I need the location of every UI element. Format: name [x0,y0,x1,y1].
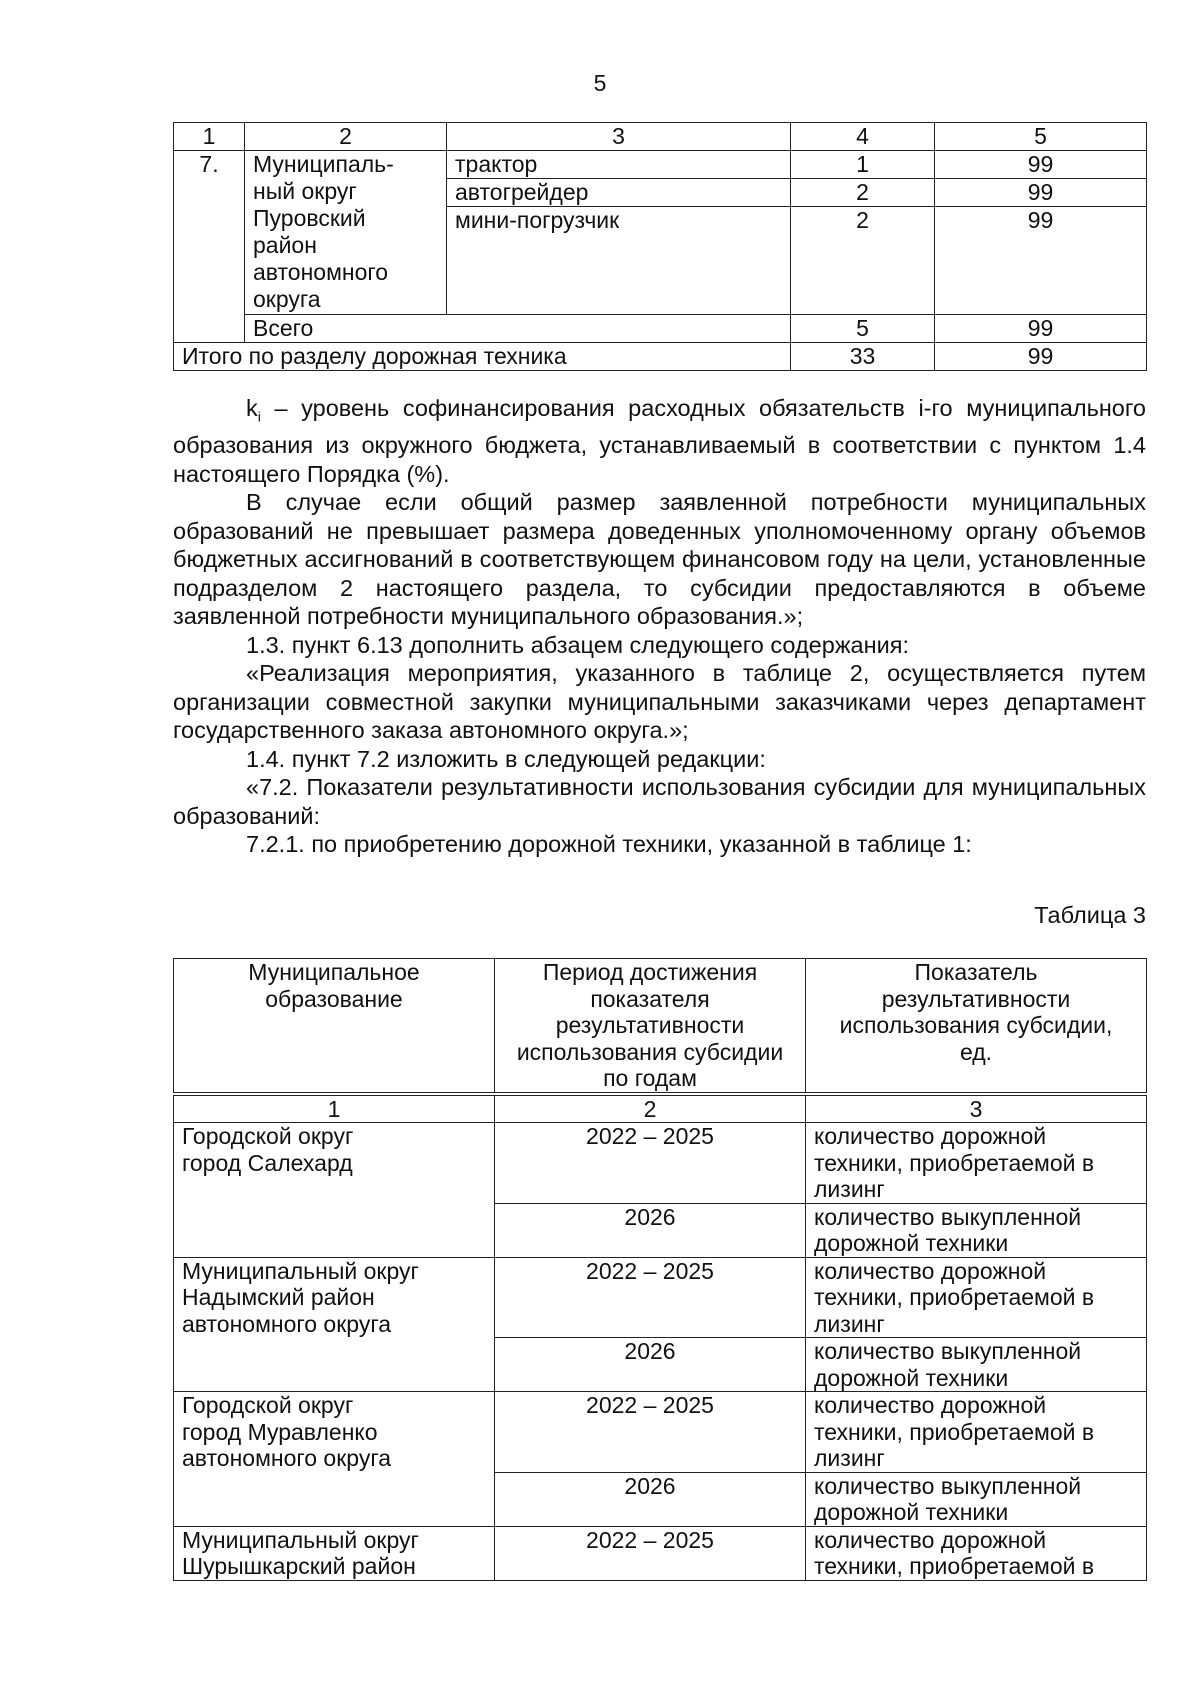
text-line: автономного округа [182,1310,391,1337]
text-line: лизинг [814,1445,885,1471]
text-line: лизинг [814,1176,885,1202]
text-line: ед. [959,1038,993,1065]
paragraph: «Реализация мероприятия, указанного в таблице 2, осуществляется путем организации совместной закупки муниципальными заказчиками через департамент государственного заказа автономного округа.»; [173,660,1146,744]
table-row [174,151,1147,179]
ki-subscript: i [257,408,261,425]
text-line: использования субсидии, [839,1012,1113,1038]
indicator [806,1257,1147,1338]
paragraph-ki [173,394,1146,488]
text-line: лизинг [814,1310,885,1337]
quantity: 5 [791,315,935,343]
text-line: Муниципаль- [253,151,394,177]
text-line: Городской округ [182,1123,354,1149]
text-line: результативности [555,1012,745,1038]
indicator [806,1123,1147,1204]
municipality-name [174,1123,495,1258]
municipality-name [174,1392,495,1527]
text-line: округа [253,286,321,312]
indicator [806,1203,1147,1257]
text-line: дорожной техники [814,1499,1009,1525]
table-cell: 3 [447,123,791,151]
text-line: использования субсидии [516,1038,784,1065]
text-line: количество дорожной [814,1257,1047,1284]
quantity: 2 [791,179,935,207]
header-cell [495,959,806,1093]
text-line: техники, приобретаемой в [814,1418,1095,1445]
table-row [174,1257,1147,1338]
table-row [174,315,1147,343]
equipment-name: автогрейдер [447,179,791,207]
equipment-name: трактор [447,151,791,179]
text-line: по годам [603,1065,697,1091]
table-cell: 2 [245,123,447,151]
text-line: Муниципальный округ [182,1257,419,1284]
quantity: 2 [791,207,935,315]
indicator [806,1338,1147,1392]
body-text [173,394,1146,859]
text-line: количество выкупленной [814,1338,1082,1364]
paragraph: 7.2.1. по приобретению дорожной техники, указанной в таблице 1: [246,831,972,858]
table-cell: 2 [495,1095,806,1123]
text-line: техники, приобретаемой в [814,1149,1095,1176]
text-line: количество выкупленной [814,1472,1082,1499]
text-line: дорожной техники [814,1230,1009,1256]
table-row [174,1526,1147,1580]
quantity: 33 [791,343,935,371]
period: 2022 – 2025 [495,1123,806,1204]
text-line: автономного округа [182,1445,391,1471]
paragraph: «7.2. Показатели результативности использования субсидии для муниципальных образований: [173,774,1146,829]
text-line: Городской округ [182,1392,354,1418]
text-line: показателя [590,985,710,1012]
header-cell [806,959,1147,1093]
table-cell: 5 [935,123,1147,151]
indicator [806,1472,1147,1526]
indicators-table [173,958,1147,1581]
table-row [174,1392,1147,1473]
text-line: Муниципальный округ [182,1526,419,1553]
text-line: город Муравленко [182,1418,378,1445]
text-line: количество дорожной [814,1392,1047,1418]
text-line: Период достижения [542,959,758,985]
table-cell: 1 [174,1095,495,1123]
period: 2026 [495,1338,806,1392]
text-line: количество выкупленной [814,1203,1082,1230]
percent: 99 [935,315,1147,343]
text-line: техники, приобретаемой в [814,1284,1095,1310]
table-caption: Таблица 3 [1034,902,1146,928]
text-line: Надымский район [182,1284,375,1310]
table-header-row [174,123,1147,151]
text-line: Показатель [914,959,1038,985]
index-row [174,1095,1147,1123]
table-cell: 4 [791,123,935,151]
municipality-name [174,1526,495,1580]
text-line: город Салехард [182,1149,353,1176]
paragraph: 1.3. пункт 6.13 дополнить абзацем следующего содержания: [246,631,909,658]
text-line: дорожной техники [814,1364,1009,1391]
text-line: количество дорожной [814,1526,1047,1553]
paragraph-text: – уровень софинансирования расходных обязательств i-го муниципального образования из окружного бюджета, устанавливаемый в соответствии с пунктом 1.4 настоящего Порядка (%). [173,395,1146,487]
table-header-row [174,959,1147,1093]
percent: 99 [935,179,1147,207]
table-cell: 1 [174,123,245,151]
text-line: ный округ [253,178,357,204]
text-line: Пуровский [253,205,366,231]
period: 2026 [495,1472,806,1526]
indicator [806,1526,1147,1580]
grand-total-label: Итого по разделу дорожная техника [174,343,791,371]
text-line: Муниципальное [248,959,420,985]
period: 2022 – 2025 [495,1392,806,1473]
equipment-name: мини-погрузчик [447,207,791,315]
percent: 99 [935,151,1147,179]
paragraph: В случае если общий размер заявленной потребности муниципальных образований не превышает размера доведенных уполномоченному органу объемов бюджетных ассигнований в соответствующем финансовом году на цели, установленные подразделом 2 настоящего раздела, то субсидии предоставляются в объеме заявленной потребности муниципального образования.»; [173,489,1146,630]
text-line: Шурышкарский район [182,1553,416,1579]
ki-symbol: k [246,395,258,421]
table-row [174,1123,1147,1204]
period: 2022 – 2025 [495,1526,806,1580]
indicator [806,1392,1147,1473]
subtotal-label: Всего [245,315,791,343]
page-number: 5 [593,70,607,96]
text-line: образование [265,985,403,1012]
text-line: количество дорожной [814,1123,1047,1149]
period: 2026 [495,1203,806,1257]
text-line: район [253,232,317,258]
table-row [174,343,1147,371]
percent: 99 [935,207,1147,315]
equipment-table [173,122,1147,371]
quantity: 1 [791,151,935,179]
municipality-name [245,151,447,315]
text-line: автономного [253,259,389,285]
text-line: техники, приобретаемой в [814,1553,1095,1579]
period: 2022 – 2025 [495,1257,806,1338]
table-cell: 3 [806,1095,1147,1123]
percent: 99 [935,343,1147,371]
header-cell [174,959,495,1093]
row-number: 7. [174,151,245,343]
municipality-name [174,1257,495,1392]
paragraph: 1.4. пункт 7.2 изложить в следующей редакции: [246,745,766,772]
text-line: результативности [881,985,1071,1012]
